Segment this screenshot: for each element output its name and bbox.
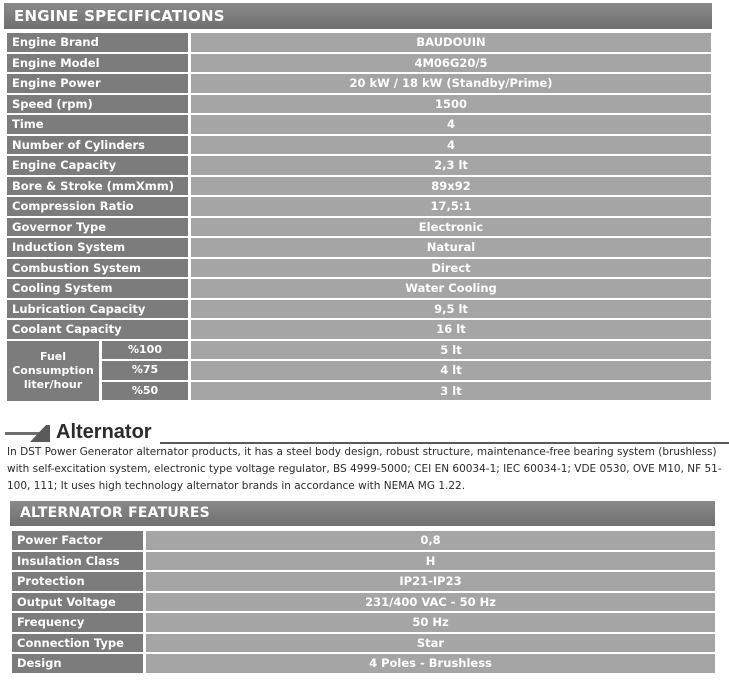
row-label: Induction System — [7, 238, 188, 257]
row-label: Time — [7, 115, 188, 134]
table-row — [7, 218, 711, 237]
row-value: 16 lt — [191, 320, 711, 339]
table-row — [7, 156, 711, 175]
table-row — [7, 259, 711, 278]
row-value: 4 — [191, 136, 711, 155]
alternator-features-header: ALTERNATOR FEATURES — [10, 501, 715, 526]
fuel-consumption-label — [7, 341, 99, 401]
row-value: BAUDOUIN — [191, 33, 711, 52]
table-row — [12, 572, 715, 591]
table-row — [12, 593, 715, 612]
row-label: Engine Power — [7, 74, 188, 93]
row-label: Compression Ratio — [7, 197, 188, 216]
row-label: Engine Capacity — [7, 156, 188, 175]
row-value: 0,8 — [146, 531, 715, 550]
alternator-features-table — [12, 531, 715, 675]
title-decoration-wedge — [30, 425, 46, 442]
row-label: Coolant Capacity — [7, 320, 188, 339]
fuel-row — [102, 341, 711, 360]
row-value: Natural — [191, 238, 711, 257]
row-label: Connection Type — [12, 634, 143, 653]
alternator-title: Alternator — [56, 421, 152, 443]
row-value: 89x92 — [191, 177, 711, 196]
row-label: Governor Type — [7, 218, 188, 237]
alternator-description: In DST Power Generator alternator products, it has a steel body design, robust structure, maintenance-free bearing system (brushless) with self-excitation system, electronic type voltage regulator, BS 4999-5000; CEI EN 60034-1; IEC 60034-1; VDE 0530, OVE M10, NF 51-100, 111; It uses high technology alternator brands in accordance with NEMA MG 1.22. — [7, 446, 722, 492]
row-value: 17,5:1 — [191, 197, 711, 216]
table-row — [7, 177, 711, 196]
row-label: Frequency — [12, 613, 143, 632]
table-row — [12, 654, 715, 673]
row-value: 20 kW / 18 kW (Standby/Prime) — [191, 74, 711, 93]
row-value: 4M06G20/5 — [191, 54, 711, 73]
row-value: IP21-IP23 — [146, 572, 715, 591]
fuel-value: 4 lt — [191, 361, 711, 380]
load-percent: %100 — [102, 341, 188, 360]
row-label: Power Factor — [12, 531, 143, 550]
engine-spec-table — [7, 33, 711, 401]
table-row — [7, 115, 711, 134]
title-decoration-block — [46, 425, 50, 442]
table-row — [7, 300, 711, 319]
row-label: Engine Model — [7, 54, 188, 73]
row-value: Star — [146, 634, 715, 653]
row-value: 4 — [191, 115, 711, 134]
row-value: 50 Hz — [146, 613, 715, 632]
fuel-label-line: Consumption — [12, 363, 94, 377]
row-label: Lubrication Capacity — [7, 300, 188, 319]
table-row — [7, 238, 711, 257]
row-value: 9,5 lt — [191, 300, 711, 319]
row-label: Combustion System — [7, 259, 188, 278]
row-label: Protection — [12, 572, 143, 591]
table-row — [12, 552, 715, 571]
table-row — [7, 320, 711, 339]
table-row — [7, 74, 711, 93]
row-label: Cooling System — [7, 279, 188, 298]
table-row — [7, 54, 711, 73]
fuel-rows — [102, 341, 711, 401]
row-value: 231/400 VAC - 50 Hz — [146, 593, 715, 612]
row-value: Water Cooling — [191, 279, 711, 298]
table-row — [12, 634, 715, 653]
row-label: Insulation Class — [12, 552, 143, 571]
table-row — [7, 197, 711, 216]
row-label: Design — [12, 654, 143, 673]
table-row — [7, 279, 711, 298]
row-value: H — [146, 552, 715, 571]
row-value: Direct — [191, 259, 711, 278]
fuel-label-line: Fuel — [39, 349, 67, 363]
table-row — [12, 613, 715, 632]
row-label: Number of Cylinders — [7, 136, 188, 155]
row-label: Engine Brand — [7, 33, 188, 52]
table-row — [7, 136, 711, 155]
load-percent: %75 — [102, 361, 188, 380]
row-value: Electronic — [191, 218, 711, 237]
alternator-title-bar — [0, 420, 729, 444]
row-value: 2,3 lt — [191, 156, 711, 175]
row-label: Output Voltage — [12, 593, 143, 612]
row-label: Speed (rpm) — [7, 95, 188, 114]
fuel-row — [102, 361, 711, 380]
engine-specifications-header: ENGINE SPECIFICATIONS — [4, 3, 712, 29]
row-value: 4 Poles - Brushless — [146, 654, 715, 673]
fuel-row — [102, 382, 711, 401]
fuel-value: 5 lt — [191, 341, 711, 360]
row-label: Bore & Stroke (mmXmm) — [7, 177, 188, 196]
fuel-label-line: liter/hour — [23, 377, 83, 391]
table-row — [7, 95, 711, 114]
table-row — [7, 33, 711, 52]
table-row — [12, 531, 715, 550]
load-percent: %50 — [102, 382, 188, 401]
fuel-consumption-block — [7, 341, 711, 401]
row-value: 1500 — [191, 95, 711, 114]
fuel-value: 3 lt — [191, 382, 711, 401]
